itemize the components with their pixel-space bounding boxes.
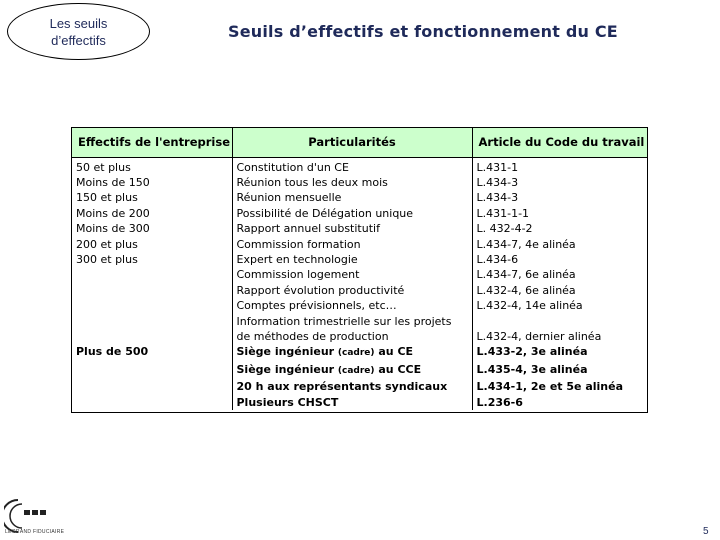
cell-particularites: Commission formation	[232, 237, 472, 252]
table-row-bold	[72, 379, 647, 394]
table-header-row	[72, 128, 647, 157]
table-row	[72, 314, 647, 329]
cell-article: L.434-7, 4e alinéa	[476, 237, 576, 251]
cell-article: L.432-4, 6e alinéa	[476, 283, 576, 297]
cell-effectifs: 50 et plus	[72, 157, 232, 175]
cell-article: L.236-6	[476, 395, 523, 409]
cell-text: au CCE	[374, 362, 422, 376]
cell-particularites: Réunion mensuelle	[232, 190, 472, 205]
cell-article: L.431-1	[476, 160, 519, 174]
cell-particularites: de méthodes de production	[232, 329, 472, 344]
cell-text: Plusieurs CHSCT	[236, 395, 339, 409]
cell-particularites: Réunion tous les deux mois	[232, 175, 472, 190]
table-row-bold	[72, 395, 647, 410]
cell-effectifs	[72, 395, 232, 410]
cell-particularites: Possibilité de Délégation unique	[232, 206, 472, 221]
header-article: Article du Code du travail	[472, 128, 647, 157]
cell-text-small: (cadre)	[337, 365, 375, 376]
table-row	[72, 175, 647, 190]
cell-particularites: Constitution d'un CE	[232, 157, 472, 175]
table-row	[72, 221, 647, 236]
cell-particularites: Commission logement	[232, 267, 472, 282]
cell-effectifs	[72, 283, 232, 298]
table-row	[72, 190, 647, 205]
cell-text: 20 h aux représentants syndicaux	[236, 380, 448, 394]
cell-effectifs: Moins de 300	[72, 221, 232, 236]
table-row	[72, 157, 647, 175]
page-number: 5	[703, 526, 709, 537]
cell-effectifs: 300 et plus	[72, 252, 232, 267]
cell-particularites: Expert en technologie	[232, 252, 472, 267]
cell-article: L.434-1, 2e et 5e alinéa	[476, 380, 623, 394]
cell-article: L.431-1-1	[476, 206, 530, 220]
cell-particularites: Information trimestrielle sur les projets	[232, 314, 472, 329]
cell-effectifs: 200 et plus	[72, 237, 232, 252]
cell-article: L.434-7, 6e alinéa	[476, 268, 576, 282]
table-row	[72, 267, 647, 282]
table-row	[72, 252, 647, 267]
cell-effectifs: Moins de 150	[72, 175, 232, 190]
table-row	[72, 206, 647, 221]
cell-effectifs	[72, 362, 232, 379]
cell-particularites	[232, 395, 472, 410]
cell-text: Siège ingénieur	[236, 362, 338, 376]
table-row	[72, 283, 647, 298]
cell-effectifs	[72, 379, 232, 394]
logo-text: LEGRAND FIDUCIAIRE	[5, 529, 65, 535]
cell-text-small: (cadre)	[337, 348, 375, 359]
table-row	[72, 298, 647, 313]
cell-particularites	[232, 379, 472, 394]
header-effectifs: Effectifs de l'entreprise	[72, 128, 232, 157]
cell-article: L.432-4, dernier alinéa	[476, 329, 602, 343]
cell-effectifs: 150 et plus	[72, 190, 232, 205]
cell-particularites	[232, 362, 472, 379]
cell-effectifs	[72, 329, 232, 344]
cell-particularites: Rapport annuel substitutif	[232, 221, 472, 236]
cell-article: L. 432-4-2	[476, 222, 533, 236]
cell-article: L.435-4, 3e alinéa	[476, 362, 588, 376]
table-row	[72, 329, 647, 344]
table-row	[72, 237, 647, 252]
cell-particularites: Rapport évolution productivité	[232, 283, 472, 298]
cell-article: L.434-3	[476, 175, 519, 189]
cell-text: Siège ingénieur	[236, 345, 338, 359]
slide-title: Seuils d’effectifs et fonctionnement du CE	[228, 22, 618, 41]
section-bubble	[7, 3, 150, 60]
cell-effectifs: Moins de 200	[72, 206, 232, 221]
bubble-line-2: d’effectifs	[51, 32, 106, 48]
cell-effectifs	[72, 267, 232, 282]
bubble-line-1: Les seuils	[49, 15, 108, 31]
cell-article: L.432-4, 14e alinéa	[476, 299, 583, 313]
cell-effectifs	[72, 314, 232, 329]
thresholds-table	[71, 127, 648, 413]
table-row-bold	[72, 344, 647, 361]
cell-effectifs	[72, 298, 232, 313]
cell-particularites	[232, 344, 472, 361]
cell-text: au CE	[374, 345, 414, 359]
header-particularites: Particularités	[232, 128, 472, 157]
cell-article: L.433-2, 3e alinéa	[476, 345, 588, 359]
cell-article: L.434-6	[476, 252, 519, 266]
cell-effectifs: Plus de 500	[72, 344, 232, 361]
cell-article: L.434-3	[476, 191, 519, 205]
table-row-bold	[72, 362, 647, 379]
cell-article	[472, 314, 647, 329]
cell-particularites: Comptes prévisionnels, etc…	[232, 298, 472, 313]
